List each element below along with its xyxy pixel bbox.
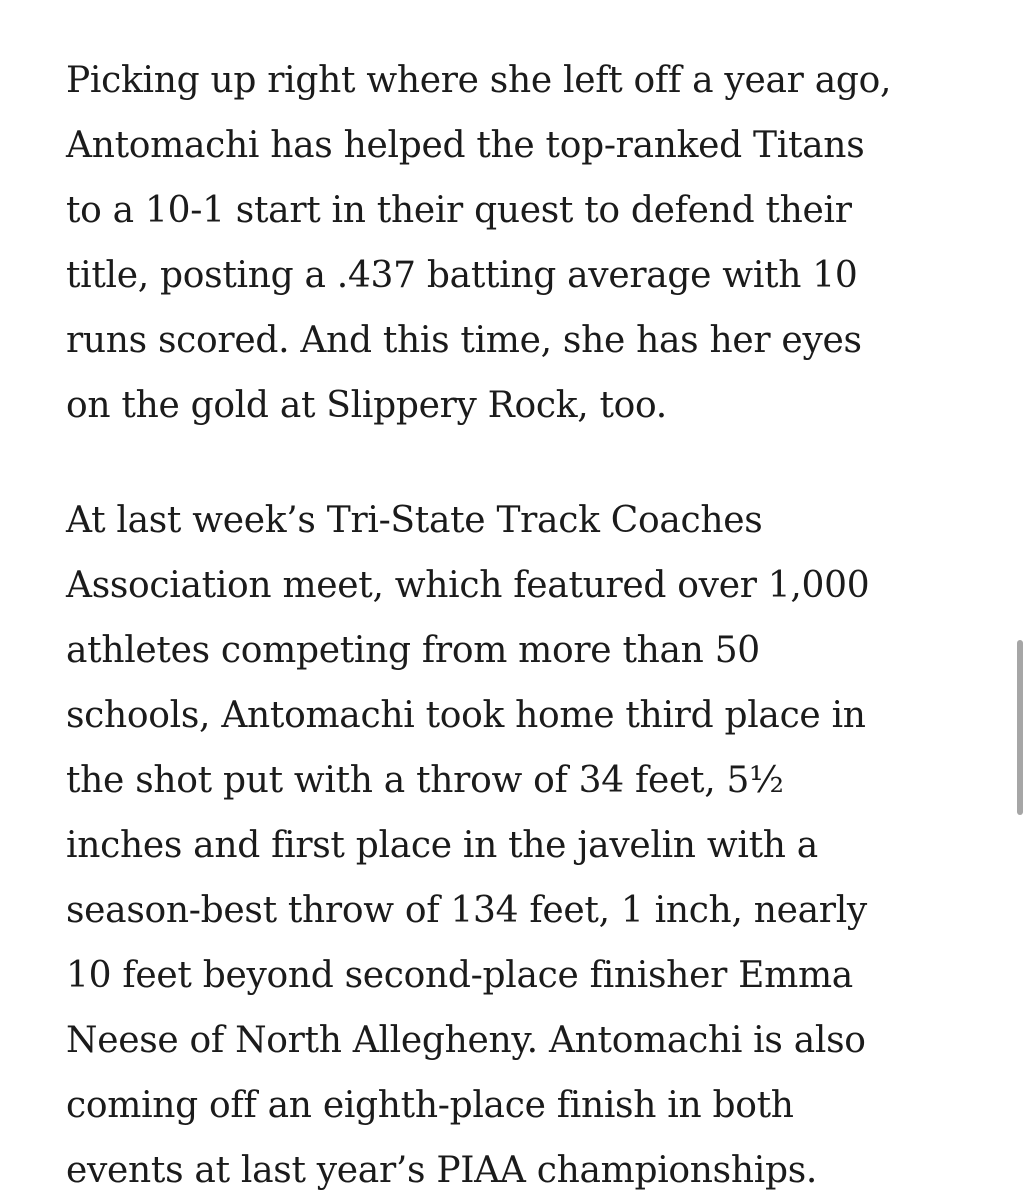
vertical-scrollbar[interactable] [1011,640,1033,815]
text-line: the shot put with a throw of 34 feet, 5½ [66,760,784,801]
text-line: season-best throw of 134 feet, 1 inch, nearly [66,890,867,931]
text-line: Association meet, which featured over 1,000 [66,565,870,606]
paragraph-track [66,488,869,1203]
scrollbar-thumb[interactable] [1017,640,1023,815]
text-line: runs scored. And this time, she has her eyes [66,320,862,361]
text-line: Picking up right where she left off a year ago, [66,60,892,101]
text-line: events at last year’s PIAA championships. [66,1150,818,1191]
text-line: schools, Antomachi took home third place in [66,695,866,736]
paragraph-softball [66,48,891,438]
text-line: At last week’s Tri-State Track Coaches [66,500,763,541]
text-line: inches and first place in the javelin with a [66,825,818,866]
text-line: Neese of North Allegheny. Antomachi is also [66,1020,866,1061]
text-line: coming off an eighth-place finish in both [66,1085,794,1126]
text-line: 10 feet beyond second-place finisher Emma [66,955,853,996]
text-line: Antomachi has helped the top-ranked Titans [66,125,865,166]
text-line: title, posting a .437 batting average with 10 [66,255,858,296]
text-line: to a 10-1 start in their quest to defend their [66,190,852,231]
text-line: athletes competing from more than 50 [66,630,760,671]
text-line: on the gold at Slippery Rock, too. [66,385,667,426]
